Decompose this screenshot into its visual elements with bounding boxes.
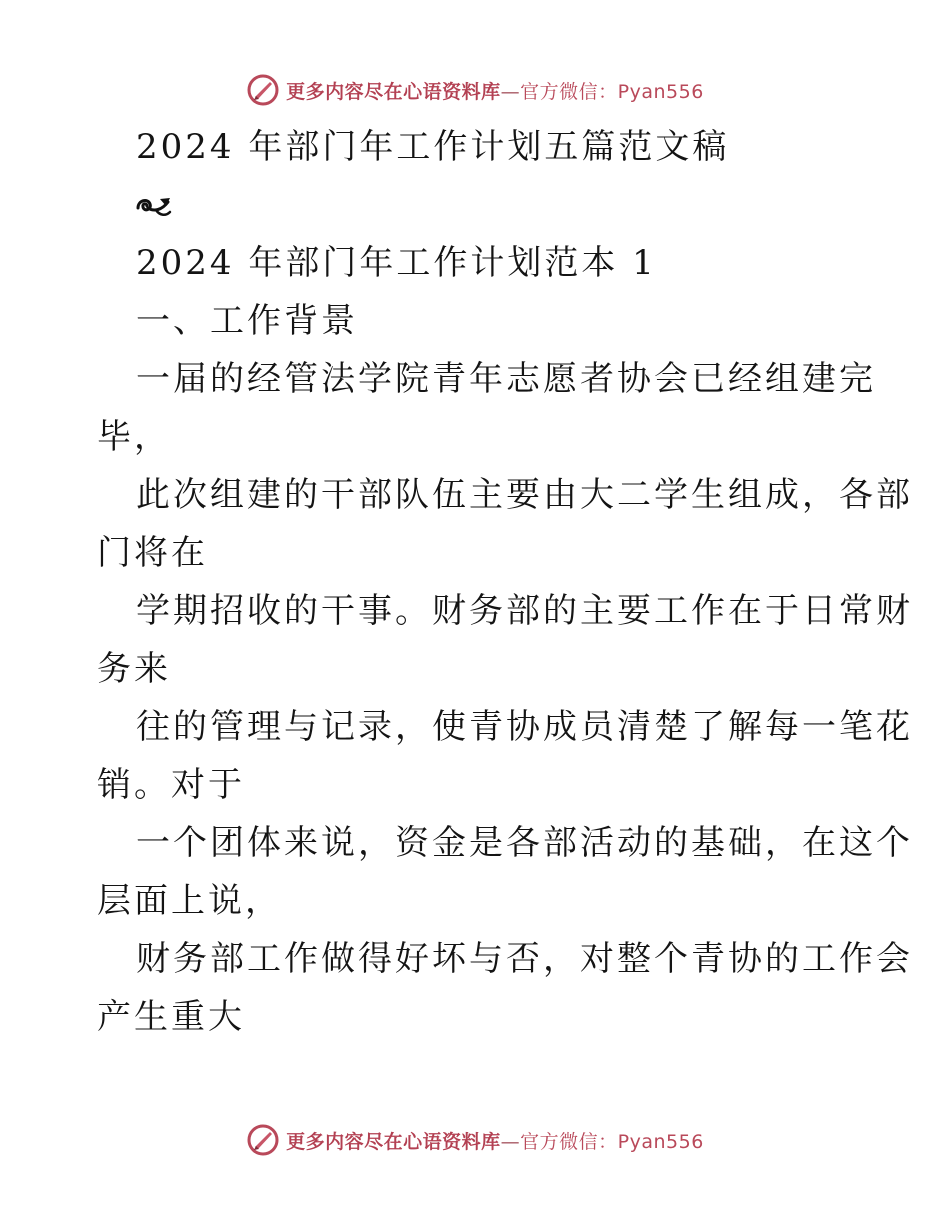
- paragraph-line: 毕，: [97, 417, 171, 457]
- quill-logo-icon: [246, 1123, 280, 1157]
- banner-text-dash: —: [500, 1130, 521, 1153]
- banner-text-bold: 更多内容尽在心语资料库: [286, 1130, 501, 1153]
- banner-text-rest: 官方微信：Pyan556: [520, 80, 704, 103]
- header-watermark-banner: [0, 70, 950, 110]
- paragraph-line: 层面上说，: [97, 881, 282, 921]
- banner-text-rest: 官方微信：Pyan556: [520, 1130, 704, 1153]
- paragraph-line: 产生重大: [97, 997, 245, 1037]
- section-heading: 一、工作背景: [136, 301, 358, 341]
- paragraph-line: 此次组建的干部队伍主要由大二学生组成，各部: [136, 475, 913, 515]
- fleuron-ornament-icon: [134, 190, 174, 220]
- paragraph-line: 门将在: [97, 533, 208, 573]
- paragraph-line: 一届的经管法学院青年志愿者协会已经组建完: [136, 359, 876, 399]
- banner-text: [286, 77, 704, 104]
- banner-text-dash: —: [500, 80, 521, 103]
- paragraph-line: 销。对于: [97, 765, 245, 805]
- paragraph-line: 一个团体来说，资金是各部活动的基础，在这个: [136, 823, 913, 863]
- paragraph-line: 财务部工作做得好坏与否，对整个青协的工作会: [136, 939, 913, 979]
- banner-text-bold: 更多内容尽在心语资料库: [286, 80, 501, 103]
- paragraph-line: 往的管理与记录，使青协成员清楚了解每一笔花: [136, 707, 913, 747]
- footer-watermark-banner: [0, 1120, 950, 1160]
- quill-logo-icon: [246, 73, 280, 107]
- banner-text: [286, 1127, 704, 1154]
- paragraph-line: 务来: [97, 649, 171, 689]
- document-title: 2024 年部门年工作计划五篇范文稿: [136, 127, 730, 167]
- document-subtitle: 2024 年部门年工作计划范本 1: [136, 243, 657, 283]
- paragraph-line: 学期招收的干事。财务部的主要工作在于日常财: [136, 591, 913, 631]
